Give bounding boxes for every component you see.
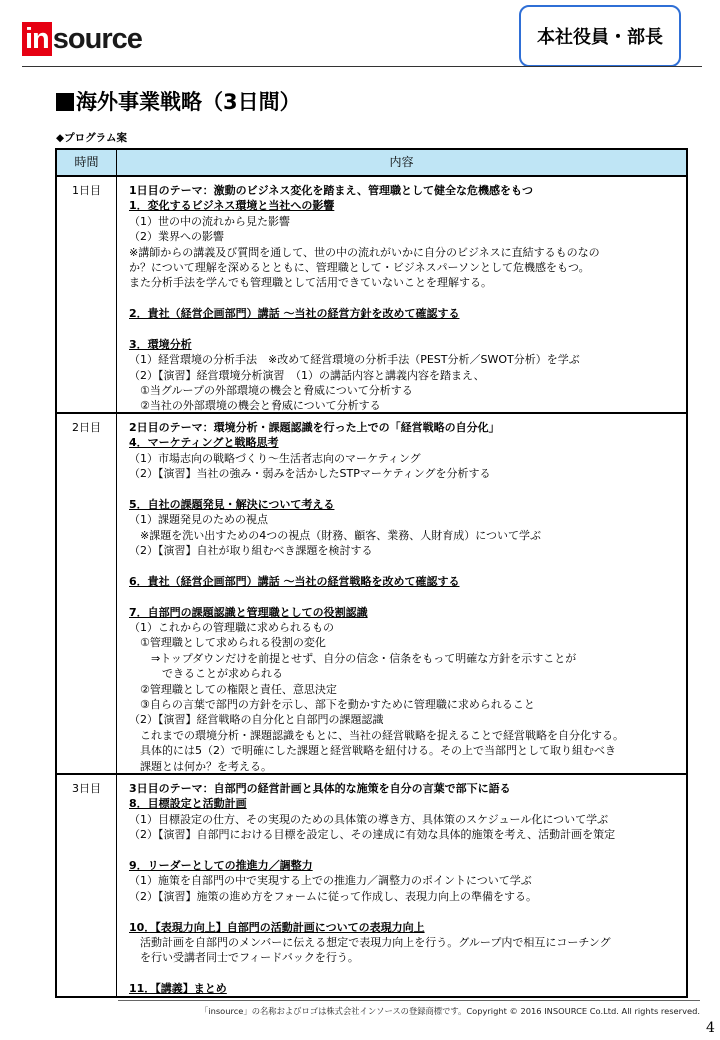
section-heading: 3．環境分析 — [129, 337, 192, 351]
content-line: ⇒トップダウンだけを前提とせず、自分の信念・信条をもって明確な方針を示すことが — [129, 651, 577, 665]
square-bullet-icon — [56, 93, 74, 111]
content-line: （1）これからの管理職に求められるもの — [129, 621, 334, 635]
section-heading: 7．自部門の課題認識と管理職としての役割認識 — [129, 605, 368, 619]
content-line: ①当グループの外部環境の機会と脅威について分析する — [129, 384, 413, 398]
header-day: 時間 — [74, 155, 99, 169]
content-line: これまでの環境分析・課題認識をもとに、当社の経営戦略を捉えることで経営戦略を自分化する。 — [129, 728, 624, 742]
content-line: （1）市場志向の戦略づくり～生活者志向のマーケティング — [129, 451, 421, 465]
content-line: （2）【演習】経営環境分析演習 （1）の講話内容と講義内容を踏まえ、 — [129, 368, 485, 382]
content-line: を行い受講者同士でフィードバックを行う。 — [129, 951, 359, 965]
spacer — [129, 966, 685, 981]
day-1-label: 1日目 — [72, 184, 101, 197]
section-heading: 6．貴社（経営企画部門）講話 ～当社の経営戦略を改めて確認する — [129, 574, 460, 588]
content-line: 活動計画を自部門のメンバーに伝える想定で表現力向上を行う。グループ内で相互にコーチング — [129, 935, 611, 949]
content-line: 課題とは何か？を考える。 — [129, 759, 272, 773]
header-divider — [22, 66, 702, 67]
copyright-footer: 「insource」の名称およびロゴは株式会社インソースの登録商標です。Copyright © 2016 INSOURCE Co.Ltd. All rights reserved. — [199, 1006, 700, 1016]
content-line: （2）【演習】施策の進め方をフォームに従って作成し、表現力向上の準備をする。 — [129, 889, 537, 903]
program-table — [55, 148, 688, 998]
spacer — [129, 843, 685, 858]
content-line: （1）施策を自部門の中で実現する上での推進力／調整力のポイントについて学ぶ — [129, 874, 532, 888]
content-line: ③自らの言葉で部門の方針を示し、部下を動かすために管理職に求められること — [129, 698, 535, 712]
content-line: （1）目標設定の仕方、その実現のための具体策の導き方、具体策のスケジュール化について学ぶ — [129, 812, 609, 826]
day-2-label: 2日目 — [72, 421, 101, 434]
day-theme: 1日目のテーマ：激動のビジネス変化を踏まえ、管理職として健全な危機感をもつ — [129, 184, 533, 197]
day-theme: 3日目のテーマ：自部門の経営計画と具体的な施策を自分の言葉で部下に語る — [129, 782, 511, 795]
spacer — [129, 482, 685, 497]
content-line: ※課題を洗い出すための4つの視点（財務、顧客、業務、人財育成）について学ぶ — [129, 528, 541, 542]
program-label: ◆プログラム案 — [56, 132, 127, 144]
content-line: ※講師からの講義及び質問を通して、世の中の流れがいかに自分のビジネスに直結するものなの — [129, 245, 600, 259]
logo-mark: in — [22, 22, 52, 56]
content-line: （2）【演習】自部門における目標を設定し、その達成に有効な具体的施策を考え、活動計画を策定 — [129, 828, 616, 842]
content-line: （1）課題発見のための視点 — [129, 513, 268, 527]
footer-divider — [118, 1000, 700, 1001]
content-line: （2）【演習】経営戦略の自分化と自部門の課題認識 — [129, 713, 384, 727]
section-heading: 4．マーケティングと戦略思考 — [129, 436, 279, 450]
spacer — [129, 589, 685, 604]
content-line: （2）業界への影響 — [129, 230, 224, 244]
section-heading: 2．貴社（経営企画部門）講話 ～当社の経営方針を改めて確認する — [129, 307, 460, 321]
day-theme: 2日目のテーマ：環境分析・課題認識を行った上での「経営戦略の自分化」 — [129, 421, 500, 434]
content-line: （1）世の中の流れから見た影響 — [129, 214, 290, 228]
content-line: ①管理職として求められる役割の変化 — [129, 636, 326, 650]
row-divider — [57, 412, 686, 414]
day-1-content — [129, 183, 685, 414]
column-divider — [116, 150, 117, 996]
section-heading: 5．自社の課題発見・解決について考える — [129, 497, 335, 511]
page-number: 4 — [706, 1020, 715, 1036]
spacer — [129, 904, 685, 919]
spacer — [129, 559, 685, 574]
content-line: か？について理解を深めるとともに、管理職として・ビジネスパーソンとして危機感をもつ。 — [129, 260, 590, 274]
content-line: （1）経営環境の分析手法 ※改めて経営環境の分析手法（PEST分析／SWOT分析）を学ぶ — [129, 353, 580, 367]
logo-text: source — [52, 23, 142, 55]
section-heading: 11．【講義】まとめ — [129, 982, 227, 996]
content-line: また分析手法を学んでも管理職として活用できていないことを理解する。 — [129, 276, 492, 290]
row-divider — [57, 773, 686, 775]
day-2-content — [129, 420, 685, 774]
logo — [22, 22, 142, 56]
page-title — [56, 86, 301, 116]
content-line: ②管理職としての権限と責任、意思決定 — [129, 682, 337, 696]
section-heading: 8．目標設定と活動計画 — [129, 797, 247, 811]
content-line: （2）【演習】当社の強み・弱みを活かしたSTPマーケティングを分析する — [129, 467, 491, 481]
audience-badge: 本社役員・部長 — [519, 5, 681, 67]
section-heading: 1．変化するビジネス環境と当社への影響 — [129, 199, 335, 213]
day-3-label: 3日目 — [72, 782, 101, 795]
header-content: 内容 — [389, 155, 414, 169]
section-heading: 10．【表現力向上】自部門の活動計画についての表現力向上 — [129, 920, 425, 934]
table-header — [57, 150, 686, 177]
content-line: できることが求められる — [129, 667, 283, 681]
section-heading: 9．リーダーとしての推進力／調整力 — [129, 858, 313, 872]
day-3-content — [129, 781, 685, 996]
content-line: 具体的には5（2）で明確にした課題と経営戦略を紐付ける。その上で当部門として取り組むべき — [129, 744, 616, 758]
content-line: （2）【演習】自社が取り組むべき課題を検討する — [129, 544, 373, 558]
page-title-text: 海外事業戦略（3日間） — [76, 90, 301, 114]
content-line: ②当社の外部環境の機会と脅威について分析する — [129, 399, 381, 413]
spacer — [129, 322, 685, 337]
spacer — [129, 291, 685, 306]
